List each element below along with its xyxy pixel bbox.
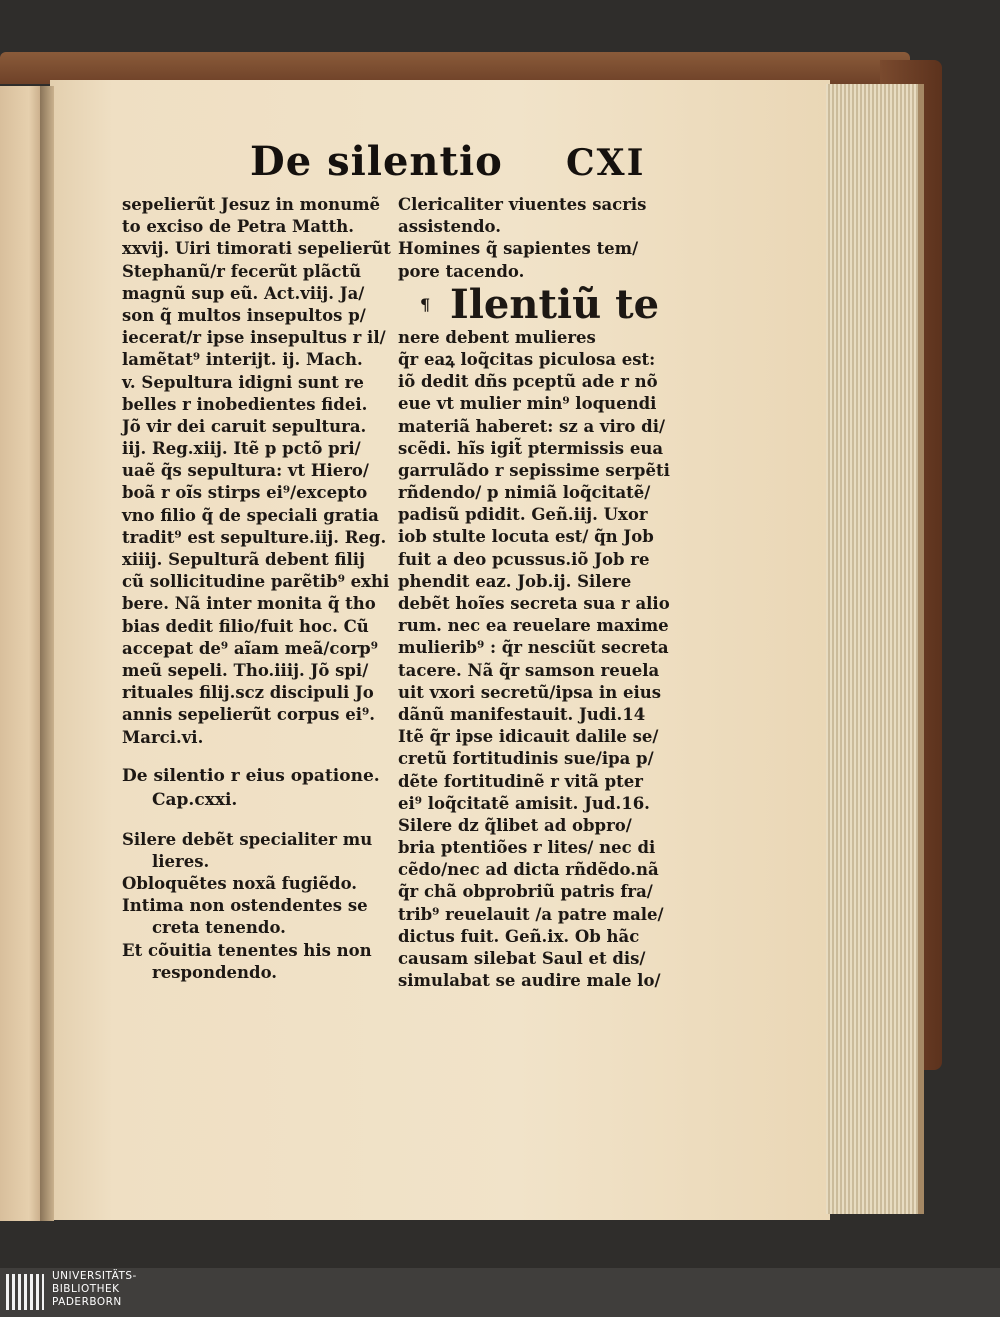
text-line: cũ sollicitudine parẽtib⁹ exhi xyxy=(122,572,390,592)
chapter-summary-item: Intima non ostendentes se xyxy=(122,896,368,916)
right-text-column xyxy=(398,194,670,992)
text-line: ei⁹ loq̃citatẽ amisit. Jud.16. xyxy=(398,793,650,813)
text-line: rum. nec ea reuelare maxime xyxy=(398,616,669,636)
text-line: vno filio q̃ de speciali gratia xyxy=(122,505,379,525)
left-text-column xyxy=(122,194,392,984)
text-line: cretũ fortitudinis sue/ipa p/ xyxy=(398,749,654,769)
text-line: iecerat/r ipse insepultus r il/ xyxy=(122,328,386,348)
text-line: iõ dedit dñs pceptũ ade r nõ xyxy=(398,372,658,392)
text-line: rñdendo/ p nimiã loq̃citatẽ/ xyxy=(398,483,651,503)
text-line: iij. Reg.xiij. Itẽ p pctõ pri/ xyxy=(122,439,361,459)
text-line: mulierib⁹ : q̃r nesciũt secreta xyxy=(398,638,669,658)
summary-continuation xyxy=(398,194,663,283)
text-line: iob stulte locuta est/ q̃n Job xyxy=(398,527,654,547)
text-line: bria ptentiões r lites/ nec di xyxy=(398,838,656,858)
text-line: causam silebat Saul et dis/ xyxy=(398,949,646,968)
text-line: sepelierũt Jesuz in monumẽ xyxy=(122,195,381,214)
text-line: accepat de⁹ aĩam meã/corp⁹ xyxy=(122,638,378,658)
text-line: garrulãdo r sepissime serpẽti xyxy=(398,460,670,480)
text-line: bias dedit filio/fuit hoc. Cũ xyxy=(122,616,369,636)
text-line: cẽdo/nec ad dicta rñdẽdo.nã xyxy=(398,860,659,880)
text-line: belles r inobedientes fidei. xyxy=(122,394,368,414)
text-line: simulabat se audire male lo/ xyxy=(398,971,661,991)
pilcrow-mark: ¶ xyxy=(420,294,431,314)
chapter-heading xyxy=(122,765,392,813)
logo-line: UNIVERSITÄTS- xyxy=(52,1270,137,1282)
text-line: xxvij. Uiri timorati sepelierũt xyxy=(122,239,391,259)
text-line: phendit eaz. Job.ij. Silere xyxy=(398,571,632,591)
text-line: Itẽ q̃r ipse idicauit dalile se/ xyxy=(398,727,659,747)
summary-line: Clericaliter viuentes sacris xyxy=(398,195,647,214)
initial-text: Ilentiũ te xyxy=(450,280,660,328)
text-line: q̃r chã obprobriũ patris fra/ xyxy=(398,882,653,902)
text-line: dẽte fortitudinẽ r vitã pter xyxy=(398,771,643,791)
text-line: bere. Nã inter monita q̃ tho xyxy=(122,594,376,614)
summary-line: assistendo. xyxy=(398,217,501,237)
text-line: Marci.vi. xyxy=(122,727,204,747)
text-line: materiã haberet: sz a viro di/ xyxy=(398,416,666,436)
running-title: De silentio xyxy=(250,138,503,185)
text-line: son q̃ multos insepultos p/ xyxy=(122,305,366,325)
page-header xyxy=(250,138,660,188)
chapter-summary-item: lieres. xyxy=(152,851,210,871)
text-line: q̃r eaꝝ loq̃citas piculosa est: xyxy=(398,349,656,369)
text-line: meũ sepeli. Tho.iiij. Jõ spi/ xyxy=(122,660,369,680)
text-line: tradit⁹ est sepulture.iij. Reg. xyxy=(122,527,387,547)
summary-line: Homines q̃ sapientes tem/ xyxy=(398,239,639,259)
text-line: v. Sepultura idigni sunt re xyxy=(122,372,364,392)
left-body-lines xyxy=(122,194,392,749)
summary-line: pore tacendo. xyxy=(398,261,525,281)
text-line: tacere. Nã q̃r samson reuela xyxy=(398,660,660,680)
text-line: rituales filij.scz discipuli Jo xyxy=(122,683,374,703)
text-line: Jõ vir dei caruit sepultura. xyxy=(122,416,367,436)
text-line: fuit a deo pcussus.iõ Job re xyxy=(398,549,650,569)
text-line: nere debent mulieres xyxy=(398,327,596,347)
text-line: dictus fuit. Geñ.ix. Ob hãc xyxy=(398,926,640,946)
footer-bar xyxy=(0,1268,1000,1317)
text-line: uaẽ q̃s sepultura: vt Hiero/ xyxy=(122,461,369,481)
chapter-title: De silentio r eius opatione. xyxy=(122,765,380,786)
text-line: Silere dz q̃libet ad obpro/ xyxy=(398,815,632,835)
text-line: magnũ sup eũ. Act.viij. Ja/ xyxy=(122,283,365,303)
chapter-summary-item: Et cõuitia tenentes his non xyxy=(122,940,372,960)
text-line: to exciso de Petra Matth. xyxy=(122,217,354,237)
text-line: uit vxori secretũ/ipsa in eius xyxy=(398,682,662,702)
text-line: Stephanũ/r fecerũt plãctũ xyxy=(122,261,362,281)
library-logo-text xyxy=(52,1270,137,1309)
chapter-summary-item: Silere debẽt specialiter mu xyxy=(122,829,373,849)
text-line: debẽt hoĩes secreta sua r alio xyxy=(398,594,670,613)
decorated-initial-line xyxy=(398,280,663,328)
text-line: scẽdi. hĩs igit̃ ptermissis eua xyxy=(398,438,664,458)
text-line: lamẽtat⁹ interijt. ij. Mach. xyxy=(122,350,363,370)
chapter-summary-item: creta tenendo. xyxy=(152,918,286,938)
chapter-number: Cap.cxxi. xyxy=(152,789,238,810)
folio-number: CXI xyxy=(566,142,646,184)
text-line: eue vt mulier min⁹ loquendi xyxy=(398,394,657,414)
logo-line: BIBLIOTHEK xyxy=(52,1283,120,1295)
text-line: dãnũ manifestauit. Judi.14 xyxy=(398,704,646,724)
text-line: trib⁹ reuelauit /a patre male/ xyxy=(398,904,664,924)
chapter-summary-list xyxy=(122,829,392,984)
chapter-summary-item: respondendo. xyxy=(152,962,278,982)
logo-line: PADERBORN xyxy=(52,1296,122,1308)
university-library-bars-icon xyxy=(6,1274,44,1310)
text-line: boã r oĩs stirps ei⁹/excepto xyxy=(122,483,368,503)
text-line: xiiij. Sepulturã debent filij xyxy=(122,550,365,569)
text-line: annis sepelierũt corpus ei⁹. xyxy=(122,705,375,725)
text-line: padisũ pdidit. Geñ.iij. Uxor xyxy=(398,505,648,525)
chapter-summary-item: Obloquẽtes noxã fugiẽdo. xyxy=(122,874,358,894)
right-body-lines xyxy=(398,327,670,993)
